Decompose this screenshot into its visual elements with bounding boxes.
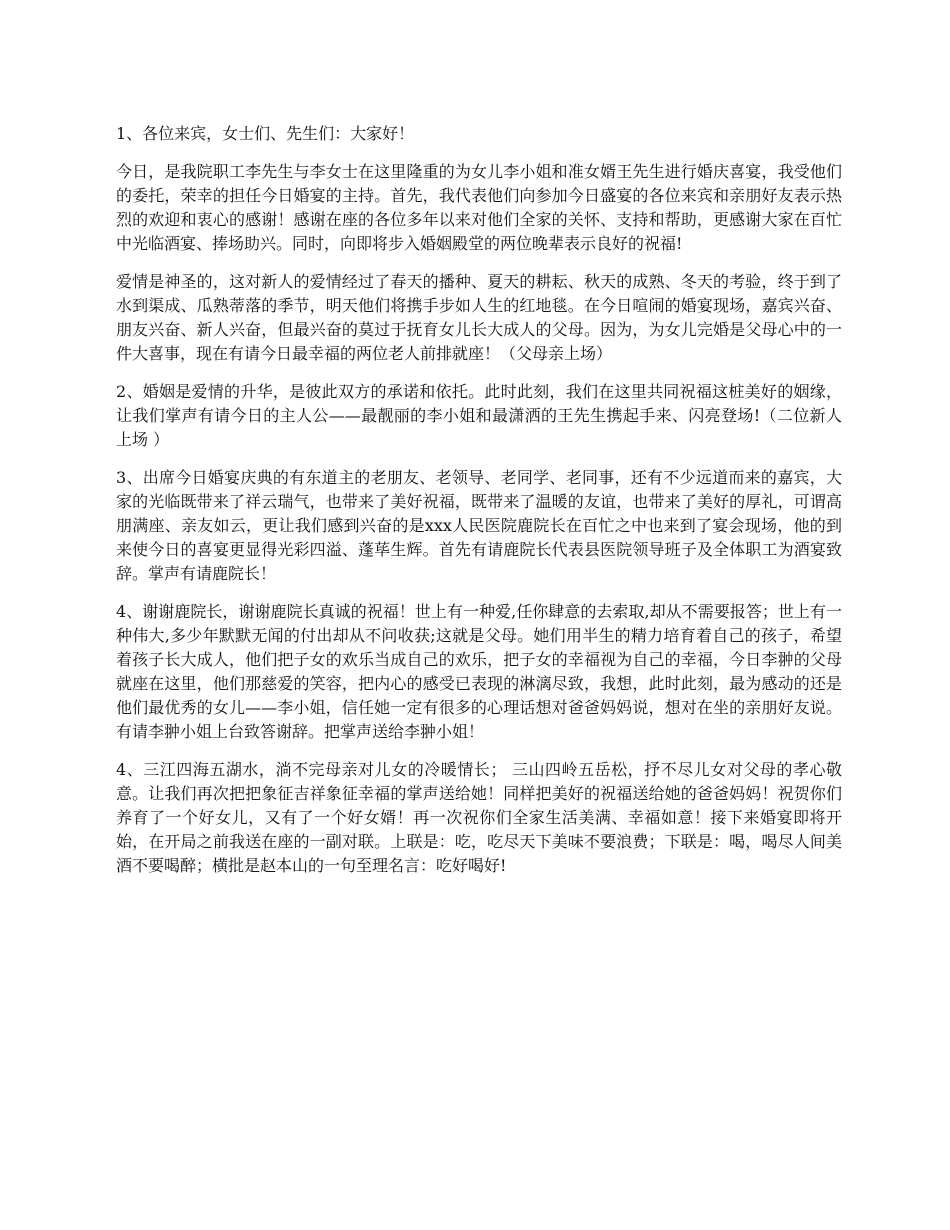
paragraph-marriage: 2、婚姻是爱情的升华，是彼此双方的承诺和依托。此时此刻，我们在这里共同祝福这桩美好的姻缘，让我们掌声有请今日的主人公——最靓丽的李小姐和最潇洒的王先生携起手来、闪亮登场!（二位新人上场 ） bbox=[116, 382, 842, 449]
paragraph-greeting: 1、各位来宾，女士们、先生们：大家好！ bbox=[116, 124, 415, 143]
document-body bbox=[116, 122, 842, 892]
paragraph-thanks: 4、谢谢鹿院长，谢谢鹿院长真诚的祝福！世上有一种爱,任你肆意的去索取,却从不需要报答；世上有一种伟大,多少年默默无闻的付出却从不问收获;这就是父母。她们用半生的精力培育着自己的孩子，希望着孩子长大成人，他们把子女的欢乐当成自己的欢乐，把子女的幸福视为自己的幸福，今日李翀的父母就座在这里，他们那慈爱的笑容，把内心的感受已表现的淋漓尽致，我想，此时此刻，最为感动的还是他们最优秀的女儿——李小姐，信任她一定有很多的心理话想对爸爸妈妈说，想对在坐的亲朋好友说。有请李翀小姐上台致答谢辞。把掌声送给李翀小姐！ bbox=[116, 602, 842, 741]
paragraph-guests: 3、出席今日婚宴庆典的有东道主的老朋友、老领导、老同学、老同事，还有不少远道而来的嘉宾，大家的光临既带来了祥云瑞气，也带来了美好祝福，既带来了温暖的友谊，也带来了美好的厚礼，可谓高朋满座、亲友如云，更让我们感到兴奋的是xxx人民医院鹿院长在百忙之中也来到了宴会现场，他的到来使今日的喜宴更显得光彩四溢、蓬荜生辉。首先有请鹿院长代表县医院领导班子及全体职工为酒宴致辞。掌声有请鹿院长！ bbox=[116, 468, 842, 583]
paragraph-opening: 今日，是我院职工李先生与李女士在这里隆重的为女儿李小姐和准女婿王先生进行婚庆喜宴，我受他们的委托，荣幸的担任今日婚宴的主持。首先，我代表他们向参加今日盛宴的各位来宾和亲朋好友表示热烈的欢迎和衷心的感谢！感谢在座的各位多年以来对他们全家的关怀、支持和帮助，更感谢大家在百忙中光临酒宴、捧场助兴。同时，向即将步入婚姻殿堂的两位晚辈表示良好的祝福! bbox=[116, 162, 842, 253]
paragraph-closing: 4、三江四海五湖水，淌不完母亲对儿女的冷暖情长； 三山四岭五岳松，抒不尽儿女对父母的孝心敬意。让我们再次把把象征吉祥象征幸福的掌声送给她！同样把美好的祝福送给她的爸爸妈妈！祝贺你们养育了一个好女儿，又有了一个好女婿！再一次祝你们全家生活美满、幸福如意！接下来婚宴即将开始，在开局之前我送在座的一副对联。上联是：吃，吃尽天下美味不要浪费；下联是：喝，喝尽人间美酒不要喝醉；横批是赵本山的一句至理名言：吃好喝好! bbox=[116, 760, 842, 875]
paragraph-love: 爱情是神圣的，这对新人的爱情经过了春天的播种、夏天的耕耘、秋天的成熟、冬天的考验，终于到了水到渠成、瓜熟蒂落的季节，明天他们将携手步如人生的红地毯。在今日喧闹的婚宴现场，嘉宾兴奋、朋友兴奋、新人兴奋，但最兴奋的莫过于抚育女儿长大成人的父母。因为，为女儿完婚是父母心中的一件大喜事，现在有请今日最幸福的两位老人前排就座！（父母亲上场） bbox=[116, 272, 842, 363]
